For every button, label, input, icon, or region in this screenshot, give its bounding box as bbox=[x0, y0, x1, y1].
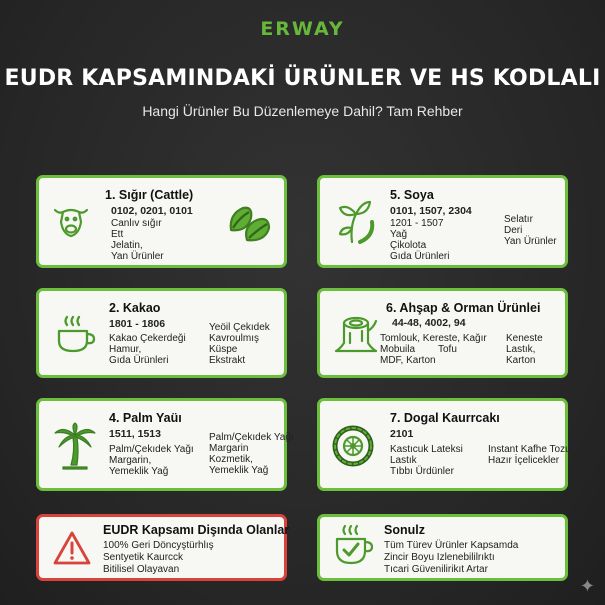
product-line: Zincir Boyu Izlenebililrıktı bbox=[384, 552, 495, 563]
product-line: Yağ bbox=[390, 229, 408, 240]
card-kakao bbox=[36, 288, 287, 378]
product-line: Canlıv sığır bbox=[111, 218, 162, 229]
product-line: Palm/Çekıdek Yağı bbox=[209, 432, 294, 443]
product-line: MDF, Karton bbox=[380, 355, 436, 366]
product-line: Gıda Ürünleri bbox=[109, 355, 169, 366]
product-line: Sentyetik Kaurcck bbox=[103, 552, 184, 563]
warning-icon bbox=[53, 530, 91, 566]
product-line: Tıbbı Ürdünler bbox=[390, 466, 454, 477]
card-sigir bbox=[36, 175, 287, 268]
card-out-of-scope bbox=[36, 514, 290, 581]
product-line: Yeöil Çekıdek bbox=[209, 322, 270, 333]
card-soya bbox=[317, 175, 568, 268]
product-line: Instant Kafhe Tozu bbox=[488, 444, 571, 455]
cow-icon bbox=[51, 200, 91, 240]
card-title: 7. Dogal Kaurrcakı bbox=[390, 411, 500, 425]
product-line: Gıda Ürünleri bbox=[390, 251, 450, 262]
product-line: Keneste bbox=[506, 333, 543, 344]
product-line: Tıcari Güvenilirikıt Artar bbox=[384, 564, 488, 575]
tire-icon bbox=[332, 425, 374, 467]
card-title: 6. Ahşap & Orman Ürünlei bbox=[386, 301, 541, 315]
card-kaucuk bbox=[317, 398, 571, 491]
page-subtitle: Hangi Ürünler Bu Düzenlemeye Dahil? Tam Rehber bbox=[142, 103, 463, 119]
product-line: Kakao Çekerdeği bbox=[109, 333, 186, 344]
product-line: Tomlouk, Kereste, Kağır bbox=[380, 333, 487, 344]
card-title: 4. Palm Yaüı bbox=[109, 411, 182, 425]
card-title: 5. Soya bbox=[390, 188, 434, 202]
product-line: Hamur, bbox=[109, 344, 142, 355]
hs-codes: 2101 bbox=[390, 428, 414, 440]
brand-logo: ERWAY bbox=[260, 18, 345, 40]
card-title: 2. Kakao bbox=[109, 301, 161, 315]
product-line: Ett bbox=[111, 229, 124, 240]
product-line: Selatır bbox=[504, 214, 533, 225]
product-line: Jelatin, bbox=[111, 240, 143, 251]
hs-codes: 1801 - 1806 bbox=[109, 318, 166, 330]
sparkle-icon: ✦ bbox=[579, 576, 595, 597]
product-line: Margarin bbox=[209, 443, 249, 454]
card-title: Sonulz bbox=[384, 523, 425, 537]
product-line: Yemeklik Yağ bbox=[209, 465, 269, 476]
product-line: Kozmetik, bbox=[209, 454, 253, 465]
tree-stump-icon bbox=[334, 313, 378, 357]
card-title: 1. Sığır (Cattle) bbox=[105, 188, 194, 202]
product-line: Tüm Türev Ürünler Kapsamda bbox=[384, 540, 519, 551]
product-line: Tofu bbox=[438, 344, 457, 355]
product-line: Palm/Çekıdek Yağı bbox=[109, 444, 194, 455]
card-palm bbox=[36, 398, 294, 491]
product-line: Ekstrakt bbox=[209, 355, 246, 366]
checkmark-cup-icon bbox=[332, 523, 374, 569]
hs-codes: 0102, 0201, 0101 bbox=[111, 205, 193, 217]
product-line: Küspe bbox=[209, 344, 238, 355]
product-line: Lastık bbox=[390, 455, 417, 466]
product-line: Mobuila bbox=[380, 344, 416, 355]
product-line: Yemeklik Yağ bbox=[109, 466, 169, 477]
product-line: Bitilisel Olayavan bbox=[103, 564, 180, 575]
hs-codes: 0101, 1507, 2304 bbox=[390, 205, 472, 217]
product-line: Çikolota bbox=[390, 240, 427, 251]
coffee-cup-icon bbox=[53, 313, 97, 357]
cocoa-beans-icon bbox=[225, 200, 275, 246]
hs-codes-secondary: 1201 - 1507 bbox=[390, 218, 444, 229]
hs-codes: 44-48, 4002, 94 bbox=[392, 317, 466, 329]
card-ahsap bbox=[317, 288, 568, 378]
product-line: Margarin, bbox=[109, 455, 152, 466]
soy-plant-icon bbox=[334, 196, 378, 246]
product-line: Yan Ürünler bbox=[504, 236, 557, 247]
card-sonuc bbox=[317, 514, 568, 581]
product-line: Kastıcuk Lateksi bbox=[390, 444, 463, 455]
product-line: Kavroulmış bbox=[209, 333, 260, 344]
product-line: Yan Ürünler bbox=[111, 251, 164, 262]
product-line: Karton bbox=[506, 355, 536, 366]
page-title: EUDR KAPSAMINDAKİ ÜRÜNLER VE HS KODLALI bbox=[4, 66, 601, 91]
hs-codes: 1511, 1513 bbox=[109, 428, 161, 440]
product-line: 100% Geri Döncyştürhlış bbox=[103, 540, 214, 551]
product-line: Deri bbox=[504, 225, 523, 236]
product-line: Lastık, bbox=[506, 344, 536, 355]
card-title: EUDR Kapsamı Dişında Olanlar bbox=[103, 523, 290, 537]
product-line: Hazır İçelicekler bbox=[488, 455, 560, 466]
palm-tree-icon bbox=[53, 421, 97, 471]
